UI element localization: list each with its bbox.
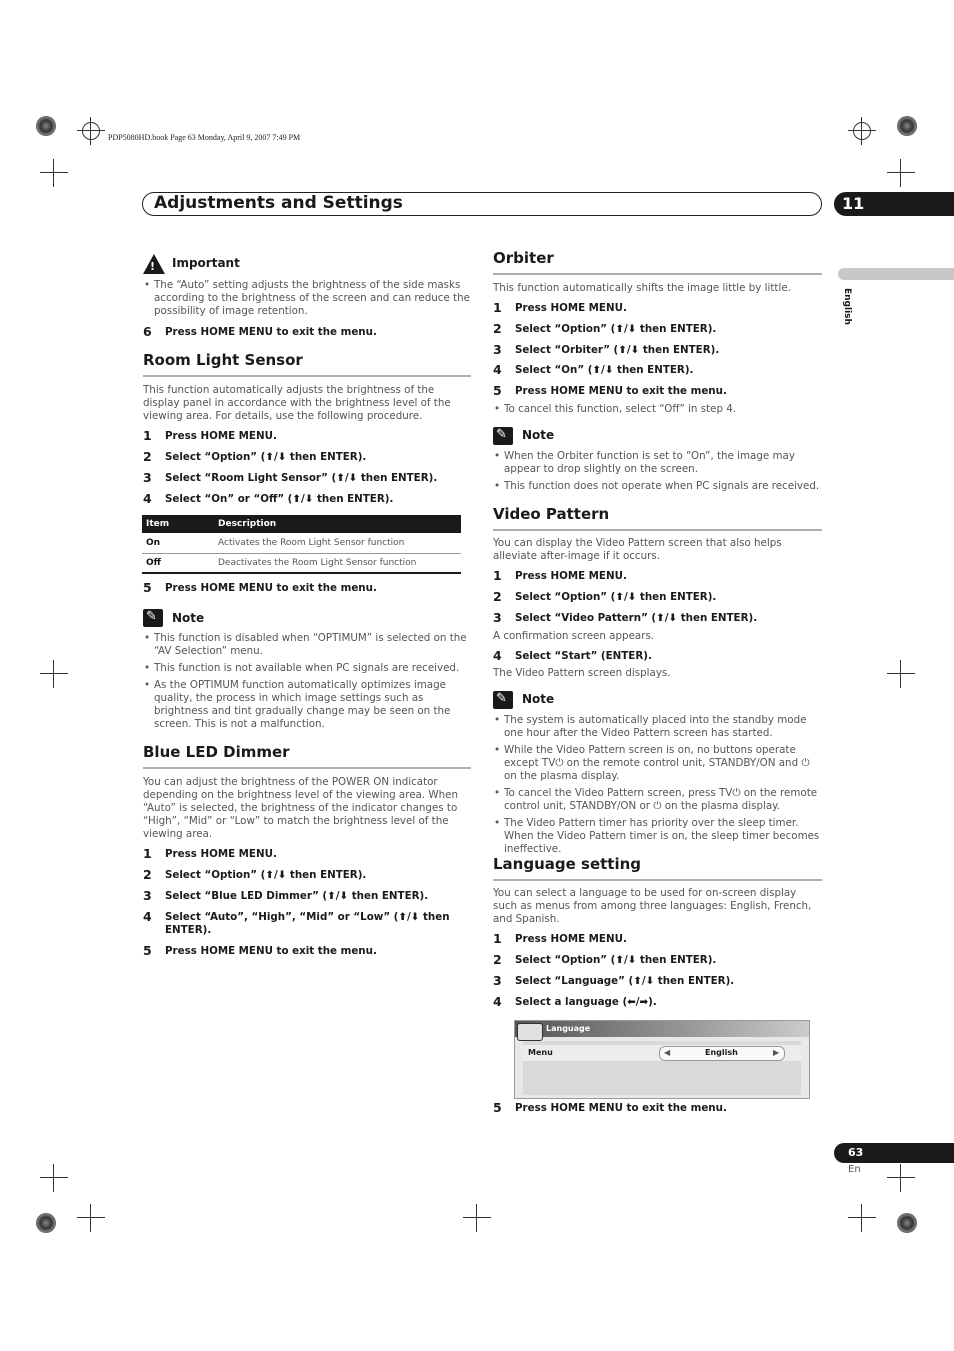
step-text: Select “Option” (⬆/⬇ then ENTER). xyxy=(515,591,717,603)
step-number: 2 xyxy=(143,867,152,882)
language-side-tab xyxy=(838,268,954,280)
heading-rule xyxy=(143,767,471,769)
step-text: Select “On” or “Off” (⬆/⬇ then ENTER). xyxy=(165,493,394,505)
heading-rule xyxy=(493,879,822,881)
note-icon xyxy=(493,691,513,709)
note-title: Note xyxy=(522,692,555,706)
step-text: Select “Blue LED Dimmer” (⬆/⬇ then ENTER). xyxy=(165,890,429,902)
room-light-intro: This function automatically adjusts the brightness of the display panel in accordance with the brightness level of the viewing area. For details, use the following procedure. xyxy=(143,384,451,422)
step-number: 4 xyxy=(143,909,152,924)
registration-disc-icon xyxy=(36,116,56,136)
step-text: Select “Option” (⬆/⬇ then ENTER). xyxy=(165,451,367,463)
heading-rule xyxy=(143,375,471,377)
step-number: 1 xyxy=(143,428,152,443)
registration-crosshair-icon xyxy=(891,664,911,684)
step-number: 5 xyxy=(143,580,152,595)
step-text: Select “Video Pattern” (⬆/⬇ then ENTER). xyxy=(515,612,758,624)
heading-rule xyxy=(493,273,822,275)
registration-crosshair-icon xyxy=(44,664,64,684)
step-text: Press HOME MENU. xyxy=(515,302,627,314)
step-number: 3 xyxy=(143,470,152,485)
heading-blue-led-dimmer: Blue LED Dimmer xyxy=(143,743,290,761)
step-text: Press HOME MENU. xyxy=(165,430,277,442)
heading-rule xyxy=(493,529,822,531)
step-number: 5 xyxy=(493,1100,502,1115)
menu-row-label: Menu xyxy=(528,1048,553,1057)
room-light-table xyxy=(142,515,461,574)
note-title: Note xyxy=(172,611,205,625)
language-menu-screenshot xyxy=(514,1020,810,1099)
step-number: 2 xyxy=(493,589,502,604)
step-text: Select a language (⬅/➡). xyxy=(515,996,657,1008)
video-pattern-intro: You can display the Video Pattern screen that also helps alleviate after-image if it occurs. xyxy=(493,537,782,562)
step-text: Press HOME MENU. xyxy=(515,570,627,582)
registration-disc-icon xyxy=(897,1213,917,1233)
step-number: 4 xyxy=(493,994,502,1009)
language-value: English xyxy=(705,1048,738,1057)
step-text: Select “Language” (⬆/⬇ then ENTER). xyxy=(515,975,735,987)
step-number: 6 xyxy=(143,324,152,339)
step-text: Select “Orbiter” (⬆/⬇ then ENTER). xyxy=(515,344,720,356)
menu-remote-icon xyxy=(517,1023,543,1041)
note-bullet: • When the Orbiter function is set to “On”, the image may appear to drop slightly on the screen. xyxy=(504,450,822,476)
step-text: Press HOME MENU to exit the menu. xyxy=(165,945,377,957)
table-header-item: Item xyxy=(146,519,170,529)
registration-crosshair-icon xyxy=(44,1168,64,1188)
note-icon xyxy=(493,427,513,445)
left-arrow-icon[interactable]: ◀ xyxy=(664,1048,671,1057)
step-text: Select “Option” (⬆/⬇ then ENTER). xyxy=(165,869,367,881)
registration-crosshair-icon xyxy=(891,163,911,183)
step-text: Press HOME MENU to exit the menu. xyxy=(165,326,377,338)
table-cell-item: On xyxy=(146,537,161,548)
step-text: Press HOME MENU. xyxy=(515,933,627,945)
note-icon xyxy=(143,609,163,627)
note-bullet: • As the OPTIMUM function automatically optimizes image quality, the process in which image settings such as brightness and tint gradually change may be seen on the screen. This is not a malfunction. xyxy=(154,679,470,731)
step-number: 4 xyxy=(493,362,502,377)
step-number: 2 xyxy=(143,449,152,464)
chapter-number: 11 xyxy=(842,194,865,213)
language-intro: You can select a language to be used for on-screen display such as menus from among three languages: English, French, and Spanish. xyxy=(493,887,812,925)
step-number: 4 xyxy=(493,648,502,663)
table-row xyxy=(142,553,461,573)
table-cell-description: Deactivates the Room Light Sensor function xyxy=(218,557,417,568)
step-number: 5 xyxy=(493,383,502,398)
step-text: Select “Option” (⬆/⬇ then ENTER). xyxy=(515,954,717,966)
heading-orbiter: Orbiter xyxy=(493,249,554,267)
step-number: 2 xyxy=(493,952,502,967)
note-title: Note xyxy=(522,428,555,442)
note-bullet: • To cancel the Video Pattern screen, press TV⏻ on the remote control unit, STANDBY/ON or ⏻ on the plasma display. xyxy=(504,787,822,813)
blue-led-intro: You can adjust the brightness of the POWER ON indicator depending on the brightness level of the viewing area. When “Auto” is selected, the brightness of the indicator changes to “High”, “Mid” or “Low” to match the brightness level of the viewing area. xyxy=(143,776,458,840)
registration-circle-icon xyxy=(853,122,871,140)
note-bullet: • The system is automatically placed into the standby mode one hour after the Video Pattern screen has started. xyxy=(504,714,822,740)
important-bullet: • The “Auto” setting adjusts the brightness of the side masks according to the brightness of the screen and can reduce the possibility of image retention. xyxy=(154,279,470,318)
heading-language-setting: Language setting xyxy=(493,855,642,873)
table-header-description: Description xyxy=(218,519,277,529)
step-number: 1 xyxy=(143,846,152,861)
step-number: 3 xyxy=(493,973,502,988)
registration-crosshair-icon xyxy=(891,1168,911,1188)
step-number: 5 xyxy=(143,943,152,958)
note-bullet: • This function is not available when PC signals are received. xyxy=(154,662,470,675)
table-row xyxy=(142,533,461,553)
heading-room-light-sensor: Room Light Sensor xyxy=(143,351,303,369)
menu-title: Language xyxy=(546,1024,591,1033)
page-number: 63 xyxy=(848,1146,864,1159)
table-cell-description: Activates the Room Light Sensor function xyxy=(218,537,405,548)
step-text: Press HOME MENU to exit the menu. xyxy=(165,582,377,594)
step-number: 1 xyxy=(493,931,502,946)
orbiter-cancel-bullet: • To cancel this function, select “Off” in step 4. xyxy=(504,403,820,416)
important-title: Important xyxy=(172,256,240,270)
step-text: Press HOME MENU to exit the menu. xyxy=(515,1102,727,1114)
registration-circle-icon xyxy=(82,122,100,140)
registration-disc-icon xyxy=(897,116,917,136)
registration-crosshair-icon xyxy=(467,1208,487,1228)
step-number: 4 xyxy=(143,491,152,506)
warning-mark: ! xyxy=(150,260,156,273)
table-cell-item: Off xyxy=(146,557,161,568)
step-number: 3 xyxy=(493,610,502,625)
registration-crosshair-icon xyxy=(81,1208,101,1228)
language-side-label: English xyxy=(842,288,852,325)
step-text: Select “Auto”, “High”, “Mid” or “Low” (⬆/⬇ then ENTER). xyxy=(165,911,450,936)
step-text: Press HOME MENU. xyxy=(165,848,277,860)
step-text: Select “On” (⬆/⬇ then ENTER). xyxy=(515,364,694,376)
table-header-row xyxy=(142,515,461,533)
video-pattern-confirm: A confirmation screen appears. xyxy=(493,630,655,642)
orbiter-intro: This function automatically shifts the image little by little. xyxy=(493,282,791,294)
registration-disc-icon xyxy=(36,1213,56,1233)
step-number: 1 xyxy=(493,300,502,315)
step-text: Select “Room Light Sensor” (⬆/⬇ then ENTER). xyxy=(165,472,438,484)
page-language-code: En xyxy=(848,1164,861,1175)
registration-crosshair-icon xyxy=(852,1208,872,1228)
video-pattern-displays: The Video Pattern screen displays. xyxy=(493,667,671,679)
step-number: 1 xyxy=(493,568,502,583)
note-bullet: • This function does not operate when PC signals are received. xyxy=(504,480,822,493)
section-title: Adjustments and Settings xyxy=(154,193,403,213)
step-text: Select “Option” (⬆/⬇ then ENTER). xyxy=(515,323,717,335)
note-bullet: • This function is disabled when “OPTIMUM” is selected on the “AV Selection” menu. xyxy=(154,632,470,658)
step-text: Select “Start” (ENTER). xyxy=(515,650,652,662)
note-bullet: • While the Video Pattern screen is on, no buttons operate except TV⏻ on the remote control unit, STANDBY/ON and ⏻ on the plasma display. xyxy=(504,744,822,783)
step-number: 3 xyxy=(143,888,152,903)
step-text: Press HOME MENU to exit the menu. xyxy=(515,385,727,397)
book-info-line: PDP5080HD.book Page 63 Monday, April 9, 2007 7:49 PM xyxy=(108,133,301,142)
right-arrow-icon[interactable]: ▶ xyxy=(773,1048,780,1057)
heading-video-pattern: Video Pattern xyxy=(493,505,610,523)
step-number: 2 xyxy=(493,321,502,336)
registration-crosshair-icon xyxy=(44,163,64,183)
note-bullet: • The Video Pattern timer has priority over the sleep timer. When the Video Pattern timer is on, the sleep timer becomes ineffective. xyxy=(504,817,824,856)
step-number: 3 xyxy=(493,342,502,357)
